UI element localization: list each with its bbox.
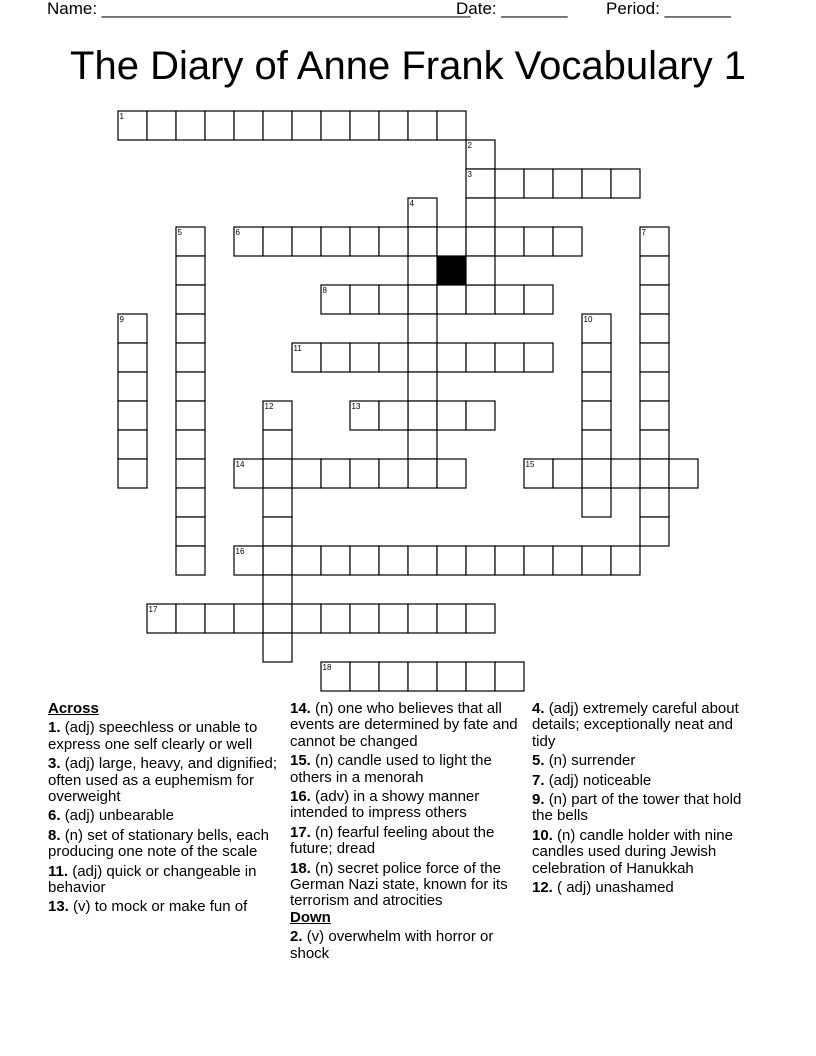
grid-cell[interactable] bbox=[263, 227, 292, 256]
grid-cell[interactable] bbox=[640, 343, 669, 372]
grid-cell[interactable] bbox=[263, 459, 292, 488]
clue-across-6: 6. (adj) unbearable bbox=[48, 807, 174, 825]
grid-cell[interactable] bbox=[466, 401, 495, 430]
clue-across-3: 3. (adj) large, heavy, and dignified; often used as a euphemism for overweight bbox=[48, 755, 278, 806]
grid-cell[interactable] bbox=[408, 285, 437, 314]
page-title: The Diary of Anne Frank Vocabulary 1 bbox=[70, 44, 746, 88]
grid-cell[interactable] bbox=[611, 459, 640, 488]
grid-cell[interactable] bbox=[292, 459, 321, 488]
grid-cell[interactable] bbox=[669, 459, 698, 488]
grid-cell[interactable] bbox=[321, 604, 350, 633]
grid-cell[interactable] bbox=[466, 343, 495, 372]
grid-cell[interactable] bbox=[582, 488, 611, 517]
grid-cell[interactable] bbox=[147, 111, 176, 140]
clue-number-17: 17 bbox=[148, 605, 158, 614]
grid-cell[interactable] bbox=[437, 662, 466, 691]
clue-down-7: 7. (adj) noticeable bbox=[532, 771, 652, 789]
grid-cell[interactable] bbox=[640, 488, 669, 517]
grid-cell[interactable] bbox=[408, 604, 437, 633]
grid-cell[interactable] bbox=[582, 459, 611, 488]
grid-cell[interactable] bbox=[176, 314, 205, 343]
grid-cell[interactable] bbox=[495, 227, 524, 256]
grid-cell[interactable] bbox=[582, 169, 611, 198]
grid-cell[interactable] bbox=[350, 604, 379, 633]
clue-number-4: 4 bbox=[409, 199, 414, 208]
grid-cell[interactable] bbox=[350, 459, 379, 488]
clue-number-13: 13 bbox=[351, 402, 361, 411]
grid-cell[interactable] bbox=[437, 604, 466, 633]
clue-number-11: 11 bbox=[293, 344, 302, 353]
grid-cell[interactable] bbox=[379, 285, 408, 314]
clue-number-12: 12 bbox=[264, 402, 274, 411]
grid-cell[interactable] bbox=[611, 546, 640, 575]
clue-down-9: 9. (n) part of the tower that hold the bells bbox=[532, 791, 742, 825]
clue-down-12: 12. ( adj) unashamed bbox=[532, 879, 674, 897]
grid-cell[interactable] bbox=[640, 314, 669, 343]
grid-cell[interactable] bbox=[524, 343, 553, 372]
grid-cell[interactable] bbox=[466, 662, 495, 691]
grid-cell[interactable] bbox=[437, 459, 466, 488]
grid-cell[interactable] bbox=[176, 343, 205, 372]
grid-cell[interactable] bbox=[582, 430, 611, 459]
grid-cell[interactable] bbox=[292, 546, 321, 575]
clue-across-11: 11. (adj) quick or changeable in behavior bbox=[48, 862, 257, 897]
grid-cell[interactable] bbox=[611, 169, 640, 198]
clue-number-16: 16 bbox=[235, 547, 245, 556]
grid-cell[interactable] bbox=[176, 604, 205, 633]
grid-cell[interactable] bbox=[176, 517, 205, 546]
grid-cell[interactable] bbox=[495, 662, 524, 691]
grid-cell[interactable] bbox=[437, 285, 466, 314]
grid-cell[interactable] bbox=[408, 314, 437, 343]
grid-cell[interactable] bbox=[176, 256, 205, 285]
grid-cell[interactable] bbox=[495, 169, 524, 198]
clue-across-17: 17. (n) fearful feeling about the future; dread bbox=[290, 823, 495, 858]
grid-cell[interactable] bbox=[379, 111, 408, 140]
grid-cell[interactable] bbox=[582, 546, 611, 575]
grid-cell[interactable] bbox=[495, 285, 524, 314]
grid-cell[interactable] bbox=[321, 546, 350, 575]
grid-cell[interactable] bbox=[350, 546, 379, 575]
grid-cell[interactable] bbox=[350, 111, 379, 140]
grid-cell[interactable] bbox=[466, 604, 495, 633]
grid-cell[interactable] bbox=[379, 546, 408, 575]
grid-cell[interactable] bbox=[582, 343, 611, 372]
grid-cell[interactable] bbox=[640, 256, 669, 285]
grid-cell[interactable] bbox=[379, 459, 408, 488]
grid-cell[interactable] bbox=[176, 546, 205, 575]
grid-cell[interactable] bbox=[118, 343, 147, 372]
grid-cell[interactable] bbox=[437, 343, 466, 372]
grid-cell[interactable] bbox=[582, 372, 611, 401]
clue-number-1: 1 bbox=[119, 112, 124, 121]
grid-cell[interactable] bbox=[176, 285, 205, 314]
grid-cell[interactable] bbox=[379, 227, 408, 256]
grid-cell[interactable] bbox=[321, 227, 350, 256]
clues-column-3 bbox=[532, 701, 748, 899]
grid-cell[interactable] bbox=[176, 372, 205, 401]
grid-cell[interactable] bbox=[524, 169, 553, 198]
grid-cell[interactable] bbox=[176, 111, 205, 140]
grid-cell[interactable] bbox=[205, 111, 234, 140]
clue-number-14: 14 bbox=[235, 460, 245, 469]
grid-cell[interactable] bbox=[640, 430, 669, 459]
clue-number-6: 6 bbox=[235, 228, 240, 237]
grid-cell[interactable] bbox=[408, 256, 437, 285]
clue-across-13: 13. (v) to mock or make fun of bbox=[48, 898, 248, 916]
grid-cell[interactable] bbox=[524, 227, 553, 256]
clue-number-2: 2 bbox=[467, 141, 472, 150]
grid-cell[interactable] bbox=[408, 662, 437, 691]
down-heading: Down bbox=[290, 908, 331, 926]
grid-cell[interactable] bbox=[582, 401, 611, 430]
clue-down-10: 10. (n) candle holder with nine candles used during Jewish celebration of Hanukkah bbox=[532, 826, 733, 877]
clue-across-14: 14. (n) one who believes that all events are determined by fate and cannot be changed bbox=[290, 700, 518, 750]
grid-cell[interactable] bbox=[495, 343, 524, 372]
grid-cell[interactable] bbox=[350, 227, 379, 256]
grid-cell[interactable] bbox=[640, 285, 669, 314]
grid-cell[interactable] bbox=[437, 111, 466, 140]
grid-cell[interactable] bbox=[640, 401, 669, 430]
clues-column-2 bbox=[290, 701, 518, 965]
grid-cell[interactable] bbox=[263, 488, 292, 517]
grid-cell[interactable] bbox=[118, 401, 147, 430]
grid-cell[interactable] bbox=[437, 401, 466, 430]
grid-cell[interactable] bbox=[466, 227, 495, 256]
name-field[interactable]: Name: _______________________________________ bbox=[47, 0, 471, 18]
grid-cell[interactable] bbox=[379, 662, 408, 691]
grid-cell[interactable] bbox=[524, 285, 553, 314]
clues-column-1 bbox=[48, 701, 280, 919]
grid-cell[interactable] bbox=[553, 227, 582, 256]
grid-cell[interactable] bbox=[292, 604, 321, 633]
grid-cell[interactable] bbox=[466, 198, 495, 227]
grid-cell[interactable] bbox=[379, 604, 408, 633]
clue-number-5: 5 bbox=[177, 228, 182, 237]
clue-number-10: 10 bbox=[583, 315, 593, 324]
clue-down-2: 2. (v) overwhelm with horror or shock bbox=[290, 928, 494, 962]
clue-number-15: 15 bbox=[525, 460, 535, 469]
grid-cell[interactable] bbox=[524, 546, 553, 575]
grid-cell[interactable] bbox=[292, 111, 321, 140]
grid-cell[interactable] bbox=[466, 256, 495, 285]
grid-cell[interactable] bbox=[234, 604, 263, 633]
clue-number-8: 8 bbox=[322, 286, 327, 295]
grid-cell[interactable] bbox=[408, 459, 437, 488]
grid-cell[interactable] bbox=[350, 662, 379, 691]
grid-cell[interactable] bbox=[640, 372, 669, 401]
grid-cell[interactable] bbox=[408, 111, 437, 140]
clue-number-18: 18 bbox=[322, 663, 332, 672]
grid-cell[interactable] bbox=[350, 343, 379, 372]
clue-across-1: 1. (adj) speechless or unable to express one self clearly or well bbox=[48, 719, 258, 753]
grid-cell[interactable] bbox=[176, 459, 205, 488]
clue-across-16: 16. (adv) in a showy manner intended to impress others bbox=[290, 788, 480, 822]
clue-number-9: 9 bbox=[119, 315, 124, 324]
grid-cell[interactable] bbox=[263, 575, 292, 604]
grid-cell[interactable] bbox=[263, 430, 292, 459]
grid-cell[interactable] bbox=[379, 401, 408, 430]
grid-cell[interactable] bbox=[234, 111, 263, 140]
grid-cell[interactable] bbox=[553, 546, 582, 575]
grid-cell[interactable] bbox=[437, 546, 466, 575]
grid-cell[interactable] bbox=[437, 227, 466, 256]
grid-cell[interactable] bbox=[379, 343, 408, 372]
clue-number-7: 7 bbox=[641, 228, 646, 237]
grid-cell[interactable] bbox=[466, 285, 495, 314]
clue-down-5: 5. (n) surrender bbox=[532, 752, 636, 770]
grid-cell[interactable] bbox=[205, 604, 234, 633]
clue-down-4: 4. (adj) extremely careful about details; exceptionally neat and tidy bbox=[532, 700, 739, 750]
grid-cell[interactable] bbox=[553, 459, 582, 488]
grid-cell[interactable] bbox=[118, 372, 147, 401]
grid-cell[interactable] bbox=[553, 169, 582, 198]
grid-cell[interactable] bbox=[640, 517, 669, 546]
grid-cell[interactable] bbox=[495, 546, 524, 575]
grid-cell[interactable] bbox=[408, 430, 437, 459]
grid-cell[interactable] bbox=[263, 517, 292, 546]
grid-cell[interactable] bbox=[640, 459, 669, 488]
grid-cell[interactable] bbox=[350, 285, 379, 314]
grid-cell[interactable] bbox=[176, 430, 205, 459]
grid-cell[interactable] bbox=[408, 343, 437, 372]
grid-cell[interactable] bbox=[408, 227, 437, 256]
blocked-cell bbox=[437, 256, 466, 285]
grid-cell[interactable] bbox=[263, 546, 292, 575]
grid-cell[interactable] bbox=[118, 459, 147, 488]
across-heading: Across bbox=[48, 700, 99, 717]
clue-across-8: 8. (n) set of stationary bells, each producing one note of the scale bbox=[48, 826, 269, 861]
grid-cell[interactable] bbox=[118, 430, 147, 459]
grid-cell[interactable] bbox=[176, 488, 205, 517]
grid-cell[interactable] bbox=[292, 227, 321, 256]
grid-cell[interactable] bbox=[466, 546, 495, 575]
period-field[interactable]: Period: _______ bbox=[606, 0, 731, 18]
grid-cell[interactable] bbox=[263, 633, 292, 662]
clue-across-15: 15. (n) candle used to light the others in a menorah bbox=[290, 752, 492, 786]
grid-cell[interactable] bbox=[408, 372, 437, 401]
grid-cell[interactable] bbox=[263, 604, 292, 633]
clue-number-3: 3 bbox=[467, 170, 472, 179]
grid-cell[interactable] bbox=[408, 401, 437, 430]
grid-cell[interactable] bbox=[321, 111, 350, 140]
grid-cell[interactable] bbox=[176, 401, 205, 430]
grid-cell[interactable] bbox=[321, 459, 350, 488]
grid-cell[interactable] bbox=[263, 111, 292, 140]
date-field[interactable]: Date: _______ bbox=[456, 0, 568, 18]
grid-cell[interactable] bbox=[408, 546, 437, 575]
clue-across-18: 18. (n) secret police force of the German Nazi state, known for its terrorism and atrocities bbox=[290, 859, 508, 910]
grid-cell[interactable] bbox=[321, 343, 350, 372]
